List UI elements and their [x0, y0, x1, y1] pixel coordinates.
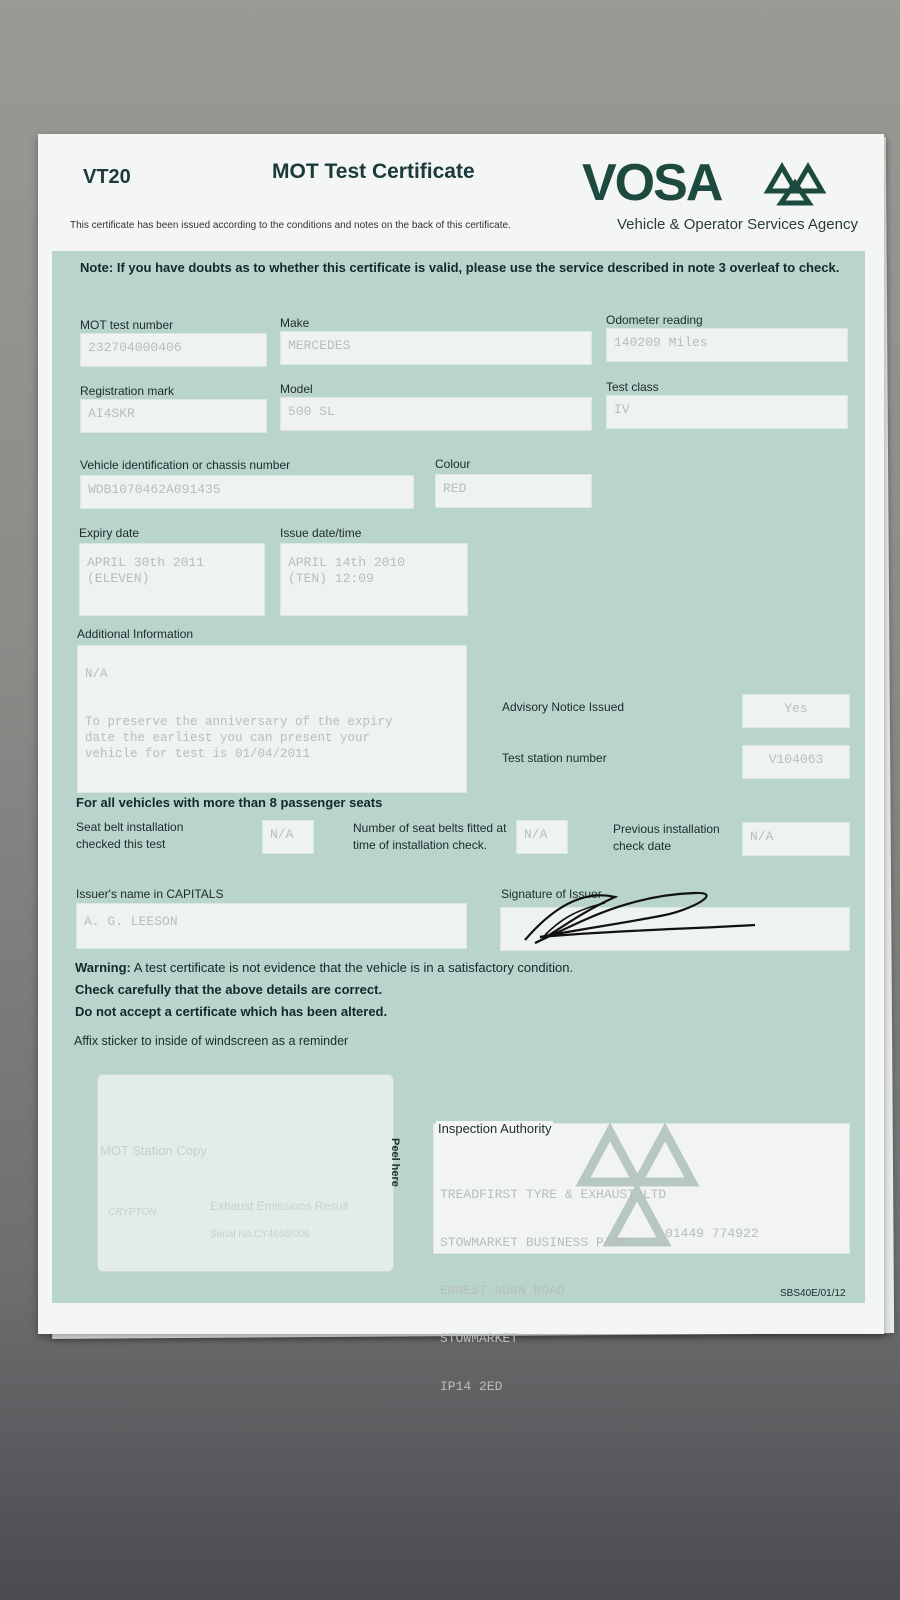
- colour-label: Colour: [435, 457, 471, 471]
- sticker-emissions: Exhaust Emissions Result: [210, 1199, 349, 1213]
- issuer-label: Issuer's name in CAPITALS: [76, 887, 224, 901]
- previous-label: Previous installation check date: [613, 822, 720, 853]
- additional-label: Additional Information: [77, 627, 194, 641]
- sticker-brand: CRYPTON: [108, 1207, 157, 1218]
- passenger-heading: For all vehicles with more than 8 passenger seats: [76, 795, 383, 810]
- registration-field: AI4SKR: [80, 399, 267, 433]
- belts-fitted-field: N/A: [516, 820, 568, 854]
- logo-text: VOSA: [582, 155, 722, 211]
- previous-field: N/A: [742, 822, 850, 856]
- signature-label: Signature of Issuer: [501, 887, 602, 901]
- warning-line1: Warning: A test certificate is not evidence that the vehicle is in a satisfactory condition.: [75, 960, 574, 975]
- additional-field: N/A To preserve the anniversary of the expiry date the earliest you can present your vehicle for test is 01/04/2011: [77, 645, 467, 793]
- expiry-field: APRIL 30th 2011 (ELEVEN): [79, 543, 265, 616]
- form-reference: SBS40E/01/12: [780, 1288, 846, 1299]
- inspection-label: Inspection Authority: [438, 1121, 552, 1136]
- station-field: V104063: [742, 745, 850, 779]
- make-label: Make: [280, 316, 310, 330]
- address-line: STOWMARKET BUSINESS PARK: [440, 1235, 628, 1250]
- colour-field: RED: [435, 474, 592, 508]
- registration-label: Registration mark: [80, 384, 175, 398]
- issue-field: APRIL 14th 2010 (TEN) 12:09: [280, 543, 468, 616]
- expiry-label: Expiry date: [79, 526, 140, 540]
- inspection-phone: 01449 774922: [665, 1226, 759, 1241]
- advisory-label: Advisory Notice Issued: [502, 700, 625, 714]
- model-field: 500 SL: [280, 397, 592, 431]
- issued-notice: This certificate has been issued according to the conditions and notes on the back of this certificate.: [70, 220, 511, 231]
- address-line: TREADFIRST TYRE & EXHAUST LTD: [440, 1187, 667, 1202]
- issue-label: Issue date/time: [280, 526, 362, 540]
- seat-belt-field: N/A: [262, 820, 314, 854]
- test-class-label: Test class: [606, 380, 659, 394]
- seat-belt-label: Seat belt installation checked this test: [76, 820, 184, 851]
- validity-note: Note: If you have doubts as to whether this certificate is valid, please use the service described in note 3 overleaf to check.: [80, 260, 840, 275]
- affix-instruction: Affix sticker to inside of windscreen as a reminder: [74, 1034, 349, 1048]
- vosa-logo: [582, 155, 832, 216]
- peel-here-label: Peel here: [389, 1138, 401, 1187]
- address-line: STOWMARKET: [440, 1331, 519, 1346]
- warning-line3: Do not accept a certificate which has been altered.: [75, 1004, 388, 1019]
- test-number-field: 232704000406: [80, 333, 267, 367]
- form-code: VT20: [83, 166, 131, 188]
- advisory-field: Yes: [742, 694, 850, 728]
- address-line: IP14 2ED: [440, 1379, 503, 1394]
- vin-field: WDB1070462A091435: [80, 475, 414, 509]
- certificate-title: MOT Test Certificate: [272, 160, 475, 183]
- issuer-field: A. G. LEESON: [76, 903, 467, 949]
- vin-label: Vehicle identification or chassis number: [80, 458, 291, 472]
- odometer-label: Odometer reading: [606, 313, 703, 327]
- sticker-title: MOT Station Copy: [100, 1143, 207, 1158]
- odometer-field: 140209 Miles: [606, 328, 848, 362]
- test-class-field: IV: [606, 395, 848, 429]
- inspection-address: [440, 1155, 666, 1411]
- agency-name: Vehicle & Operator Services Agency: [617, 216, 858, 233]
- test-number-label: MOT test number: [80, 318, 174, 332]
- warning-line2: Check carefully that the above details are correct.: [75, 982, 383, 997]
- windscreen-sticker: [97, 1074, 394, 1272]
- address-line: ERNEST NUNN ROAD: [440, 1283, 565, 1298]
- model-label: Model: [280, 382, 313, 396]
- belts-fitted-label: Number of seat belts fitted at time of installation check.: [353, 821, 507, 852]
- station-label: Test station number: [502, 751, 607, 765]
- signature-scrawl: [515, 885, 765, 955]
- make-field: MERCEDES: [280, 331, 592, 365]
- sticker-serial: Serial No.CY4666/006: [210, 1229, 310, 1240]
